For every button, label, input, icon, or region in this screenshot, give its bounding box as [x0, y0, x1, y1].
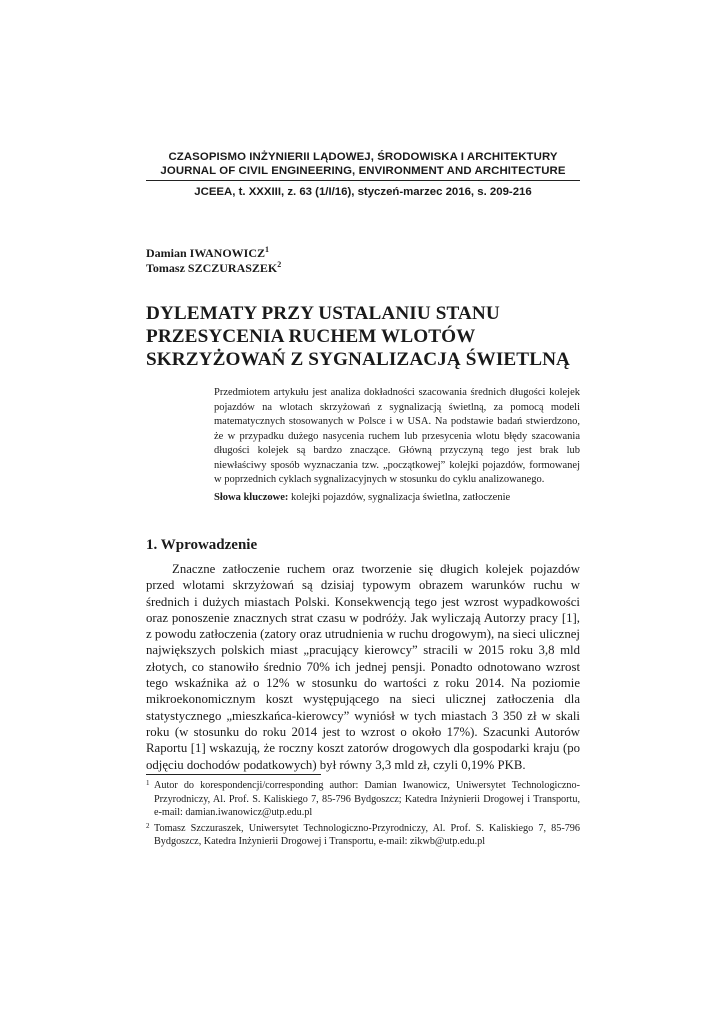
abstract: Przedmiotem artykułu jest analiza dokładności szacowania średnich długości kolejek pojazdów na wlotach skrzyżowań z sygnalizacją świetlną, za pomocą modeli matematycznych stosowanych w Polsce i w USA. Na podstawie badań stwierdzono, że w przypadku dużego nasycenia ruchem lub przesycenia wlotu błędy szacowania długości kolejek są bardzo znaczące. Główną przyczyną tego jest brak lub niewłaściwy sposób wyznaczania tzw. „początkowej” kolejki pojazdów, formowanej w poprzednich cyklach sygnalizacyjnych w stosunku do cyklu analizowanego.	[214, 387, 580, 485]
author	[146, 261, 281, 276]
footnote	[146, 779, 580, 820]
author-name: Damian IWANOWICZ	[146, 246, 266, 260]
journal-citation: JCEEA, t. XXXIII, z. 63 (1/I/16), styczeń-marzec 2016, s. 209-216	[194, 186, 532, 198]
keywords	[214, 491, 580, 505]
paragraph: Znaczne zatłoczenie ruchem oraz tworzenie się długich kolejek pojazdów przed wlotami skrzyżowań są dzisiaj typowym obrazem warunków ruchu w średnich i dużych miastach Polski. Konsekwencją tego jest wzrost wypadkowości oraz ponoszenie znacznych strat czasu w podróży. Jak wyliczają Autorzy pracy [1], z powodu zatłoczenia (zatory oraz utrudnienia w ruchu drogowym), na sieci ulicznej największych polskich miast „pracujący kierowcy” stracili w 2015 roku 3,8 mld złotych, co stanowiło średnio 70% ich jednej pensji. Ponadto odnotowano wzrost tego wskaźnika aż o 12% w stosunku do wartości z roku 2014. Na poziomie mikroekonomicznym koszt występującego na sieci ulicznej zatłoczenia dla statystycznego „mieszkańca-kierowcy” wyniósł w tych miastach 3 350 zł w skali roku (w stosunku do roku 2014 jest to wzrost o około 17%). Szacunki Autorów Raportu [1] wskazują, że roczny koszt zatorów drogowych dla gospodarki kraju (po odjęciu dochodów podatkowych) był równy 3,3 mld zł, czyli 0,19% PKB.	[146, 562, 580, 772]
journal-name-english: JOURNAL OF CIVIL ENGINEERING, ENVIRONMENT AND ARCHITECTURE	[160, 165, 566, 177]
journal-header	[146, 150, 580, 199]
footnote-text: Tomasz Szczuraszek, Uniwersytet Technologiczno-Przyrodniczy, Al. Prof. S. Kaliskiego 7, 85-796 Bydgoszcz, Katedra Inżynierii Drogowej i Transportu, e-mail: zikwb@utp.edu.pl	[154, 822, 580, 847]
author-footnote-marker: 2	[277, 260, 282, 269]
body-text	[146, 561, 580, 773]
footnote-rule	[146, 774, 321, 775]
author-name: Tomasz SZCZURASZEK	[146, 261, 278, 275]
footnote	[146, 822, 580, 849]
title-line: SKRZYŻOWAŃ Z SYGNALIZACJĄ ŚWIETLNĄ	[146, 349, 571, 370]
journal-name-polish: CZASOPISMO INŻYNIERII LĄDOWEJ, ŚRODOWISKA I ARCHITEKTURY	[168, 151, 558, 163]
author	[146, 246, 281, 261]
title-line: DYLEMATY PRZY USTALANIU STANU	[146, 303, 500, 324]
footnotes	[146, 779, 580, 851]
footnote-marker: 2	[146, 821, 150, 830]
author-footnote-marker: 1	[265, 245, 270, 254]
keywords-label: Słowa kluczowe:	[214, 492, 289, 503]
section-heading: 1. Wprowadzenie	[146, 537, 258, 553]
author-list	[146, 246, 281, 276]
footnote-text: Autor do korespondencji/corresponding author: Damian Iwanowicz, Uniwersytet Technologiczno-Przyrodniczy, Al. Prof. S. Kaliskiego 7, 85-796 Bydgoszcz; Katedra Inżynierii Drogowej i Transportu, e-mail: damian.iwanowicz@utp.edu.pl	[154, 780, 580, 818]
paper-title	[146, 302, 586, 371]
keywords-text: kolejki pojazdów, sygnalizacja świetlna, zatłoczenie	[291, 492, 511, 503]
title-line: PRZESYCENIA RUCHEM WLOTÓW	[146, 326, 476, 347]
footnote-marker: 1	[146, 779, 150, 787]
header-rule	[146, 180, 580, 181]
